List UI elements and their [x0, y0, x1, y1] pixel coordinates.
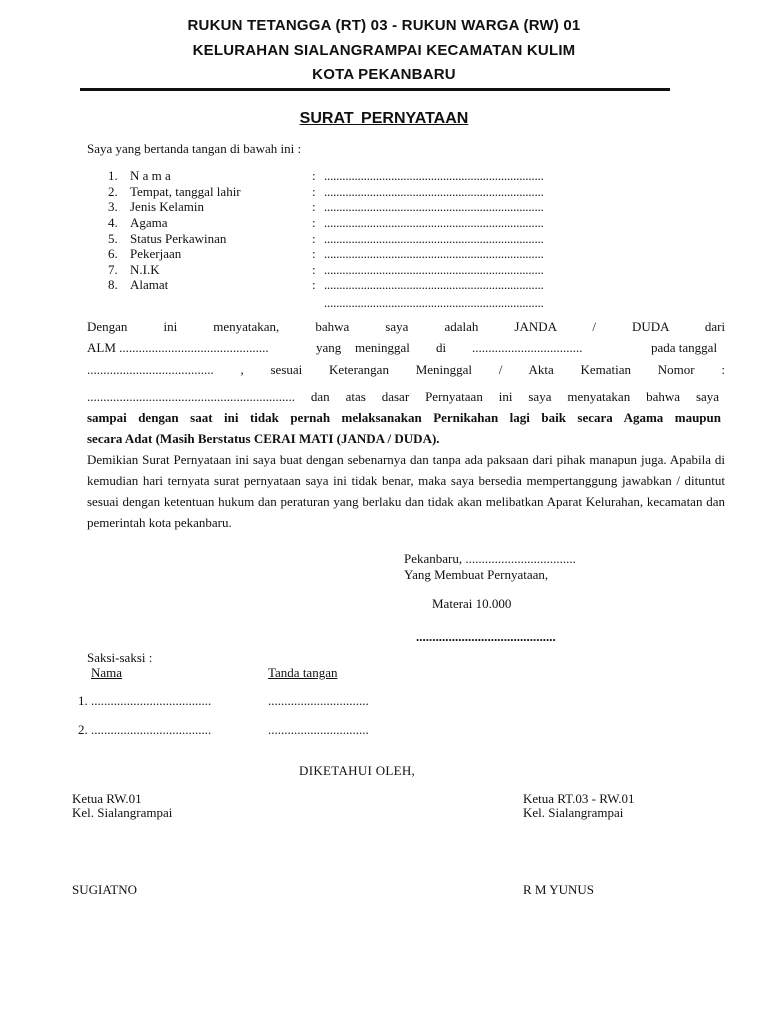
field-colon: :	[312, 215, 316, 230]
statement-word: yang	[316, 340, 342, 355]
field-blank: ........................................................................	[324, 277, 544, 292]
date-blank: .......................................	[87, 362, 214, 377]
witness-name-blank: .....................................	[91, 722, 212, 737]
word: adalah	[444, 319, 479, 334]
word: saya	[528, 389, 552, 404]
word: bahwa	[646, 389, 681, 404]
field-blank: ........................................................................	[324, 295, 544, 310]
word: saya	[385, 319, 409, 334]
word: dasar	[381, 389, 410, 404]
word: pernah	[290, 410, 331, 425]
field-number: 5.	[108, 231, 118, 246]
field-number: 4.	[108, 215, 118, 230]
word: dengan	[138, 410, 179, 425]
word: /	[592, 319, 596, 334]
field-label: Alamat	[130, 277, 169, 292]
acknowledged-heading: DIKETAHUI OLEH,	[299, 763, 416, 778]
word: saya	[695, 389, 720, 404]
word: Kematian	[580, 362, 632, 377]
statement-place-blank: ..................................	[472, 340, 583, 355]
number-blank: ................................................................	[87, 389, 295, 404]
header-line-2: KELURAHAN SIALANGRAMPAI KECAMATAN KULIM	[192, 42, 576, 59]
witness-sign-header: Tanda tangan	[268, 665, 338, 680]
rw-chair-title: Ketua RW.01	[72, 791, 142, 806]
word: Pernikahan	[433, 410, 499, 425]
word: JANDA	[514, 319, 557, 334]
field-colon: :	[312, 168, 316, 183]
field-label: Status Perkawinan	[130, 231, 227, 246]
word: dan	[310, 389, 330, 404]
field-blank: ........................................................................	[324, 168, 544, 183]
word: maupun	[674, 410, 721, 425]
rw-chair-name: SUGIATNO	[72, 882, 137, 897]
word: ,	[240, 362, 244, 377]
field-colon: :	[312, 277, 316, 292]
materai-label: Materai 10.000	[432, 596, 512, 611]
witness-number: 2.	[78, 722, 88, 737]
word: baik	[541, 410, 566, 425]
field-number: 3.	[108, 199, 118, 214]
statement-word: pada tanggal	[651, 340, 718, 355]
field-number: 8.	[108, 277, 118, 292]
word: Agama	[623, 410, 664, 425]
witness-name-header: Nama	[91, 665, 123, 680]
statement-line-4	[87, 389, 719, 404]
closing-paragraph: Demikian Surat Pernyataan ini saya buat dengan sebenarnya dan tanpa ada paksaan dari pihak manapun juga. Apabila di kemudian hari ternyata surat pernyataan saya ini tidak benar, maka saya bersedia mempertanggung jawabkan / dituntut sesuai dengan ketentuan hukum dan peraturan yang berlaku dan tidak akan melibatkan Aparat Kelurahan, kecamatan dan pemerintah kota pekanbaru.	[87, 452, 725, 530]
word: ini	[163, 319, 178, 334]
word: menyatakan,	[213, 319, 280, 334]
statement-alm: ALM ..............................................	[87, 340, 269, 355]
word: Pernyataan	[425, 389, 483, 404]
signature-line: ...........................................	[416, 629, 556, 644]
field-colon: :	[312, 184, 316, 199]
word: tidak	[249, 410, 279, 425]
word: Dengan	[87, 319, 128, 334]
word: ini	[498, 389, 513, 404]
field-label: Jenis Kelamin	[130, 199, 205, 214]
field-blank: ........................................................................	[324, 215, 544, 230]
statement-line-1	[87, 319, 725, 334]
word: sampai	[87, 410, 127, 425]
word: atas	[345, 389, 366, 404]
witness-number: 1.	[78, 693, 88, 708]
word: melaksanakan	[341, 410, 422, 425]
header-line-3: KOTA PEKANBARU	[312, 66, 456, 83]
field-number: 2.	[108, 184, 118, 199]
witnesses-heading: Saksi-saksi :	[87, 650, 153, 665]
statement-word: di	[436, 340, 447, 355]
statement-bold-line-2: secara Adat (Masih Berstatus CERAI MATI (JANDA / DUDA).	[87, 431, 440, 446]
word: Akta	[528, 362, 554, 377]
field-label: Pekerjaan	[130, 246, 182, 261]
witness-sign-blank: ...............................	[268, 693, 369, 708]
word: Keterangan	[329, 362, 389, 377]
field-blank: ........................................................................	[324, 184, 544, 199]
header-line-1: RUKUN TETANGGA (RT) 03 - RUKUN WARGA (RW) 01	[187, 17, 581, 34]
word: :	[721, 362, 725, 377]
word: secara	[577, 410, 613, 425]
field-label: Agama	[130, 215, 168, 230]
maker-label: Yang Membuat Pernyataan,	[404, 567, 549, 582]
rt-chair-org: Kel. Sialangrampai	[523, 805, 624, 820]
header-divider	[80, 88, 670, 91]
word: ini	[224, 410, 239, 425]
statement-word: meninggal	[355, 340, 410, 355]
document-title: SURAT PERNYATAAN	[299, 110, 469, 127]
field-colon: :	[312, 262, 316, 277]
statement-line-3	[87, 362, 725, 377]
rw-chair-org: Kel. Sialangrampai	[72, 805, 173, 820]
rt-chair-title: Ketua RT.03 - RW.01	[523, 791, 635, 806]
field-number: 7.	[108, 262, 118, 277]
word: Meninggal	[415, 362, 473, 377]
witness-name-blank: .....................................	[91, 693, 212, 708]
place-date: Pekanbaru, ..................................	[404, 551, 576, 566]
field-number: 1.	[108, 168, 118, 183]
field-number: 6.	[108, 246, 118, 261]
word: saat	[190, 410, 213, 425]
word: /	[498, 362, 503, 377]
field-label: N.I.K	[130, 262, 160, 277]
word: Nomor	[657, 362, 695, 377]
intro-text: Saya yang bertanda tangan di bawah ini :	[87, 141, 302, 156]
field-blank: ........................................................................	[324, 231, 544, 246]
statement-bold-line-1	[87, 410, 721, 425]
field-blank: ........................................................................	[324, 262, 544, 277]
word: DUDA	[631, 319, 669, 334]
word: dari	[704, 319, 726, 334]
witness-sign-blank: ...............................	[268, 722, 369, 737]
field-colon: :	[312, 231, 316, 246]
word: menyatakan	[567, 389, 631, 404]
word: bahwa	[315, 319, 350, 334]
field-blank: ........................................................................	[324, 246, 544, 261]
field-colon: :	[312, 199, 316, 214]
field-colon: :	[312, 246, 316, 261]
field-label: Tempat, tanggal lahir	[130, 184, 241, 199]
field-blank: ........................................................................	[324, 199, 544, 214]
word: sesuai	[270, 362, 303, 377]
rt-chair-name: R M YUNUS	[523, 882, 595, 897]
word: lagi	[509, 410, 530, 425]
field-label: N a m a	[130, 168, 171, 183]
